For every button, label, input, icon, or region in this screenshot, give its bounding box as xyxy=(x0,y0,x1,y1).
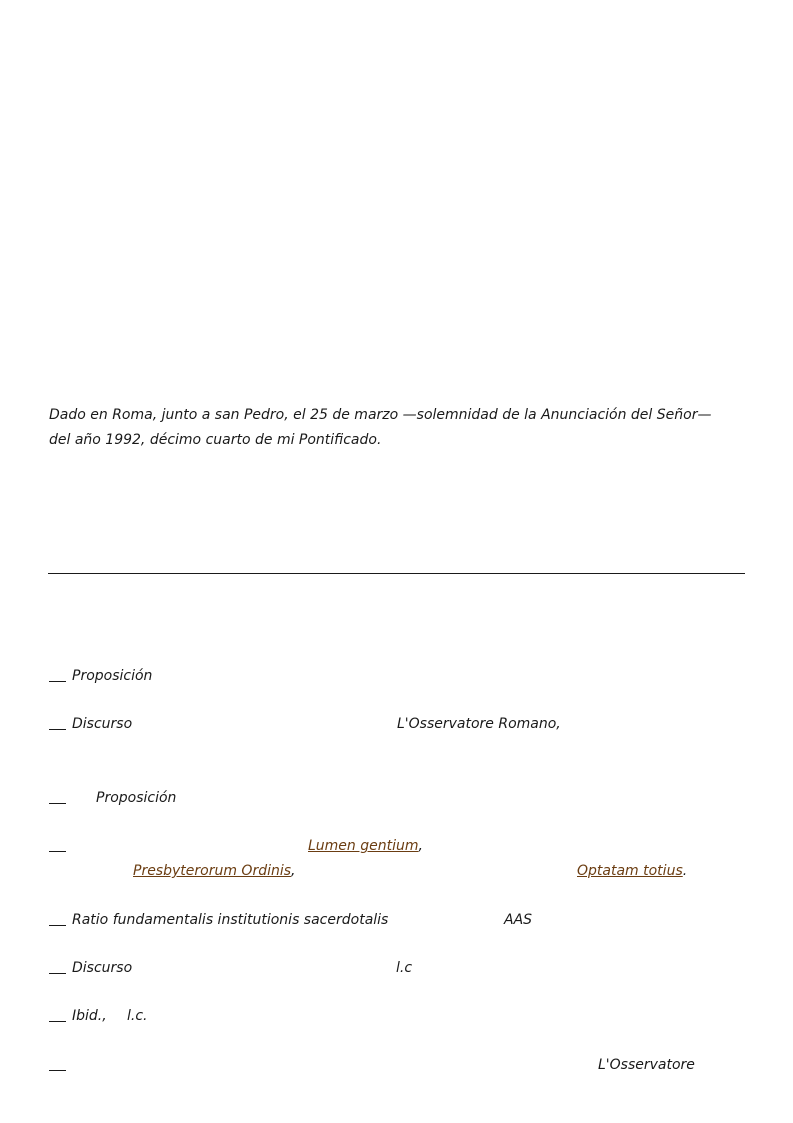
footnote-4-line-1 xyxy=(308,837,423,855)
link-optatam-totius[interactable]: Optatam totius xyxy=(577,863,683,879)
footnote-back-link[interactable] xyxy=(49,959,66,977)
footnote-back-link[interactable] xyxy=(49,715,66,733)
footnote-4-line-2b xyxy=(577,862,687,880)
footnote-6-text: Discurso xyxy=(72,960,133,976)
footnote-3-text: Proposición xyxy=(96,790,177,806)
footnote-5-source: AAS xyxy=(504,912,533,928)
punctuation: , xyxy=(291,863,296,879)
footnote-2-source: L'Osservatore Romano, xyxy=(397,716,561,732)
footnote-back-link[interactable] xyxy=(49,911,66,929)
footnote-7-text: Ibid., xyxy=(72,1008,107,1024)
punctuation: . xyxy=(682,863,688,879)
footnote-5-text: Ratio fundamentalis institutionis sacerdotalis xyxy=(72,912,389,928)
footnote-8-source: L'Osservatore xyxy=(598,1057,695,1073)
footnote-back-link[interactable] xyxy=(49,837,66,855)
footnote-1-text: Proposición xyxy=(72,668,153,684)
link-lumen-gentium[interactable]: Lumen gentium xyxy=(308,838,419,854)
closing-line-1: Dado en Roma, junto a san Pedro, el 25 de marzo —solemnidad de la Anunciación del Señor— xyxy=(49,407,712,423)
closing-line-2: del año 1992, décimo cuarto de mi Pontificado. xyxy=(49,432,382,448)
footnote-back-link[interactable] xyxy=(49,667,66,685)
punctuation: , xyxy=(418,838,423,854)
footnote-back-link[interactable] xyxy=(49,1007,66,1025)
footnote-7-source: l.c. xyxy=(127,1008,148,1024)
footnote-2-text: Discurso xyxy=(72,716,133,732)
footnote-back-link[interactable] xyxy=(49,789,66,807)
footnote-4-line-2a xyxy=(133,862,295,880)
footnote-6-source: l.c xyxy=(396,960,413,976)
footnote-back-link[interactable] xyxy=(49,1056,66,1074)
footnote-separator xyxy=(48,573,745,574)
link-presbyterorum-ordinis[interactable]: Presbyterorum Ordinis xyxy=(133,863,292,879)
